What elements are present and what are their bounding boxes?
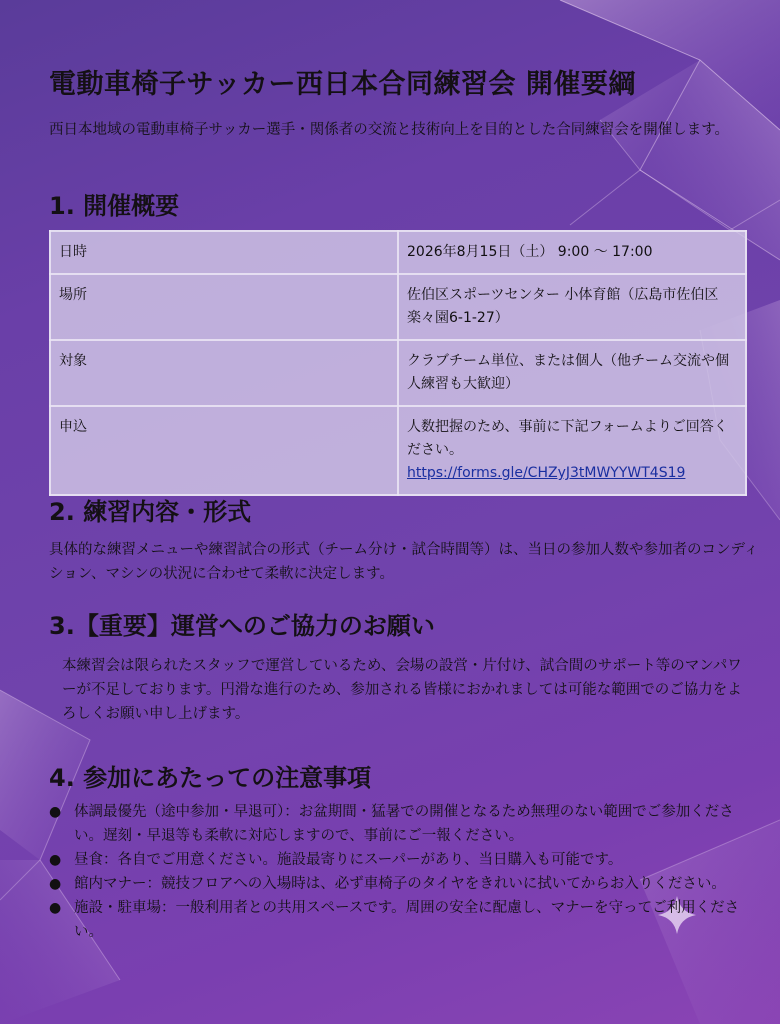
list-item [49,896,759,944]
bullet-icon: ● [49,900,62,916]
table-cell-value: 2026年8月15日（土） 9:00 〜 17:00 [398,231,746,274]
section-heading-overview: 1. 開催概要 [49,192,180,220]
table-cell-value: クラブチーム単位、または個人（他チーム交流や個人練習も大歓迎） [398,340,746,406]
table-cell-label: 対象 [50,340,398,406]
table-cell-label: 日時 [50,231,398,274]
bullet-icon: ● [49,804,62,820]
notes-list [49,800,759,944]
request-text: 本練習会は限られたスタッフで運営しているため、会場の設営・片付け、試合間のサポート等のマンパワーが不足しております。円滑な進行のため、参加される皆様におかれましては可能な範囲でのご協力をよろしくお願い申し上げます。 [62,658,742,722]
table-cell-value [398,406,746,495]
table-cell-label: 場所 [50,274,398,340]
table-cell-value: 佐伯区スポーツセンター 小体育館（広島市佐伯区楽々園6-1-27） [398,274,746,340]
section-heading-content: 2. 練習内容・形式 [49,498,252,526]
application-note: 人数把握のため、事前に下記フォームよりご回答ください。 [407,419,728,458]
table-row [50,406,746,495]
overview-table [49,230,747,496]
list-item-text: 昼食：各自でご用意ください。施設最寄りにスーパーがあり、当日購入も可能です。 [74,852,623,868]
table-row [50,340,746,406]
table-row [50,274,746,340]
bullet-icon: ● [49,852,62,868]
application-form-link[interactable]: https://forms.gle/CHZyJ3tMWYYWT4S19 [407,465,686,481]
list-item [49,800,759,848]
intro-text: 西日本地域の電動車椅子サッカー選手・関係者の交流と技術向上を目的とした合同練習会を開催します。 [49,122,730,138]
list-item-text: 体調最優先（途中参加・早退可）：お盆期間・猛暑での開催となるため無理のない範囲でご参加ください。遅刻・早退等も柔軟に対応しますので、事前にご一報ください。 [74,804,734,844]
section-heading-notes: 4. 参加にあたっての注意事項 [49,764,372,792]
page-title: 電動車椅子サッカー西日本合同練習会 開催要綱 [49,69,636,100]
list-item-text: 施設・駐車場：一般利用者との共用スペースです。周囲の安全に配慮し、マナーを守ってご利用ください。 [74,900,740,940]
table-row [50,231,746,274]
content-text: 具体的な練習メニューや練習試合の形式（チーム分け・試合時間等）は、当日の参加人数や参加者のコンディション、マシンの状況に合わせて柔軟に決定します。 [49,542,759,582]
list-item [49,872,759,896]
table-cell-label: 申込 [50,406,398,495]
section-heading-request: 3.【重要】運営へのご協力のお願い [49,612,435,640]
bullet-icon: ● [49,876,62,892]
list-item-text: 館内マナー：競技フロアへの入場時は、必ず車椅子のタイヤをきれいに拭いてからお入りください。 [74,876,726,892]
list-item [49,848,759,872]
